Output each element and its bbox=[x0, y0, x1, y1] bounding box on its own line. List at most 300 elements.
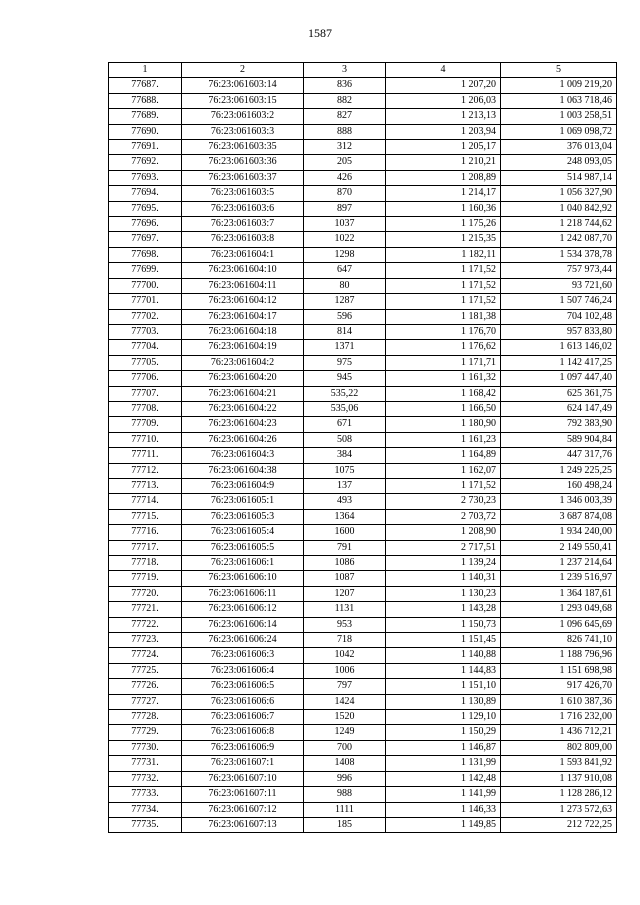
area-cell: 953 bbox=[304, 617, 386, 632]
specific-value-cell: 1 175,26 bbox=[386, 217, 501, 232]
specific-value-cell: 1 168,42 bbox=[386, 386, 501, 401]
table-row bbox=[109, 140, 617, 155]
row-number-cell: 77709. bbox=[109, 417, 182, 432]
cadastral-number-cell: 76:23:061605:1 bbox=[182, 494, 304, 509]
table-row bbox=[109, 617, 617, 632]
area-cell: 797 bbox=[304, 679, 386, 694]
cadastral-value-cell: 625 361,75 bbox=[501, 386, 617, 401]
row-number-cell: 77707. bbox=[109, 386, 182, 401]
row-number-cell: 77734. bbox=[109, 802, 182, 817]
cadastral-value-cell: 1 069 098,72 bbox=[501, 124, 617, 139]
table-row bbox=[109, 294, 617, 309]
row-number-cell: 77721. bbox=[109, 602, 182, 617]
area-cell: 897 bbox=[304, 201, 386, 216]
specific-value-cell: 1 213,13 bbox=[386, 109, 501, 124]
cadastral-value-cell: 917 426,70 bbox=[501, 679, 617, 694]
cadastral-number-cell: 76:23:061606:24 bbox=[182, 633, 304, 648]
area-cell: 535,06 bbox=[304, 401, 386, 416]
cadastral-value-cell: 1 716 232,00 bbox=[501, 710, 617, 725]
cadastral-number-cell: 76:23:061604:17 bbox=[182, 309, 304, 324]
area-cell: 1298 bbox=[304, 247, 386, 262]
cadastral-number-cell: 76:23:061603:36 bbox=[182, 155, 304, 170]
specific-value-cell: 1 141,99 bbox=[386, 787, 501, 802]
row-number-cell: 77714. bbox=[109, 494, 182, 509]
area-cell: 1207 bbox=[304, 586, 386, 601]
cadastral-number-cell: 76:23:061603:8 bbox=[182, 232, 304, 247]
specific-value-cell: 1 207,20 bbox=[386, 78, 501, 93]
cadastral-value-cell: 1 593 841,92 bbox=[501, 756, 617, 771]
cadastral-number-cell: 76:23:061603:3 bbox=[182, 124, 304, 139]
cadastral-number-cell: 76:23:061604:38 bbox=[182, 463, 304, 478]
column-header-2: 2 bbox=[182, 63, 304, 78]
cadastral-value-cell: 3 687 874,08 bbox=[501, 509, 617, 524]
area-cell: 996 bbox=[304, 771, 386, 786]
specific-value-cell: 1 180,90 bbox=[386, 417, 501, 432]
specific-value-cell: 1 162,07 bbox=[386, 463, 501, 478]
row-number-cell: 77724. bbox=[109, 648, 182, 663]
row-number-cell: 77705. bbox=[109, 355, 182, 370]
table-row bbox=[109, 802, 617, 817]
cadastral-number-cell: 76:23:061604:19 bbox=[182, 340, 304, 355]
row-number-cell: 77726. bbox=[109, 679, 182, 694]
cadastral-value-cell: 1 040 842,92 bbox=[501, 201, 617, 216]
specific-value-cell: 1 181,38 bbox=[386, 309, 501, 324]
row-number-cell: 77710. bbox=[109, 432, 182, 447]
cadastral-number-cell: 76:23:061604:10 bbox=[182, 263, 304, 278]
area-cell: 1087 bbox=[304, 571, 386, 586]
cadastral-value-cell: 704 102,48 bbox=[501, 309, 617, 324]
area-cell: 1371 bbox=[304, 340, 386, 355]
specific-value-cell: 1 146,87 bbox=[386, 740, 501, 755]
cadastral-number-cell: 76:23:061604:12 bbox=[182, 294, 304, 309]
cadastral-number-cell: 76:23:061607:10 bbox=[182, 771, 304, 786]
cadastral-number-cell: 76:23:061606:5 bbox=[182, 679, 304, 694]
cadastral-number-cell: 76:23:061604:9 bbox=[182, 478, 304, 493]
row-number-cell: 77704. bbox=[109, 340, 182, 355]
area-cell: 1131 bbox=[304, 602, 386, 617]
row-number-cell: 77695. bbox=[109, 201, 182, 216]
specific-value-cell: 1 208,89 bbox=[386, 170, 501, 185]
area-cell: 647 bbox=[304, 263, 386, 278]
table-row bbox=[109, 217, 617, 232]
specific-value-cell: 1 171,52 bbox=[386, 294, 501, 309]
area-cell: 945 bbox=[304, 371, 386, 386]
cadastral-value-cell: 1 097 447,40 bbox=[501, 371, 617, 386]
table-row bbox=[109, 232, 617, 247]
table-row bbox=[109, 756, 617, 771]
row-number-cell: 77703. bbox=[109, 324, 182, 339]
row-number-cell: 77735. bbox=[109, 817, 182, 832]
row-number-cell: 77720. bbox=[109, 586, 182, 601]
specific-value-cell: 1 210,21 bbox=[386, 155, 501, 170]
table-body bbox=[109, 78, 617, 833]
cadastral-number-cell: 76:23:061606:6 bbox=[182, 694, 304, 709]
specific-value-cell: 1 131,99 bbox=[386, 756, 501, 771]
cadastral-number-cell: 76:23:061603:14 bbox=[182, 78, 304, 93]
area-cell: 1600 bbox=[304, 525, 386, 540]
area-cell: 1037 bbox=[304, 217, 386, 232]
table-row bbox=[109, 817, 617, 832]
table-row bbox=[109, 78, 617, 93]
table-row bbox=[109, 371, 617, 386]
table-row bbox=[109, 725, 617, 740]
specific-value-cell: 1 171,52 bbox=[386, 278, 501, 293]
table-row bbox=[109, 710, 617, 725]
cadastral-number-cell: 76:23:061604:11 bbox=[182, 278, 304, 293]
cadastral-value-cell: 802 809,00 bbox=[501, 740, 617, 755]
cadastral-value-cell: 514 987,14 bbox=[501, 170, 617, 185]
cadastral-value-cell: 589 904,84 bbox=[501, 432, 617, 447]
area-cell: 671 bbox=[304, 417, 386, 432]
row-number-cell: 77725. bbox=[109, 663, 182, 678]
table-row bbox=[109, 740, 617, 755]
specific-value-cell: 1 176,62 bbox=[386, 340, 501, 355]
area-cell: 1287 bbox=[304, 294, 386, 309]
area-cell: 836 bbox=[304, 78, 386, 93]
cadastral-number-cell: 76:23:061603:5 bbox=[182, 186, 304, 201]
table-row bbox=[109, 417, 617, 432]
area-cell: 535,22 bbox=[304, 386, 386, 401]
cadastral-value-cell: 1 237 214,64 bbox=[501, 556, 617, 571]
cadastral-value-cell: 792 383,90 bbox=[501, 417, 617, 432]
area-cell: 508 bbox=[304, 432, 386, 447]
cadastral-value-cell: 376 013,04 bbox=[501, 140, 617, 155]
row-number-cell: 77702. bbox=[109, 309, 182, 324]
cadastral-number-cell: 76:23:061604:20 bbox=[182, 371, 304, 386]
cadastral-value-cell: 1 507 746,24 bbox=[501, 294, 617, 309]
table-row bbox=[109, 309, 617, 324]
table-row bbox=[109, 648, 617, 663]
column-header-3: 3 bbox=[304, 63, 386, 78]
row-number-cell: 77689. bbox=[109, 109, 182, 124]
area-cell: 1111 bbox=[304, 802, 386, 817]
row-number-cell: 77688. bbox=[109, 93, 182, 108]
cadastral-number-cell: 76:23:061606:9 bbox=[182, 740, 304, 755]
area-cell: 596 bbox=[304, 309, 386, 324]
table-row bbox=[109, 509, 617, 524]
specific-value-cell: 1 161,23 bbox=[386, 432, 501, 447]
cadastral-value-table bbox=[108, 62, 617, 833]
cadastral-value-cell: 1 273 572,63 bbox=[501, 802, 617, 817]
row-number-cell: 77713. bbox=[109, 478, 182, 493]
column-header-5: 5 bbox=[501, 63, 617, 78]
table-row bbox=[109, 771, 617, 786]
area-cell: 80 bbox=[304, 278, 386, 293]
row-number-cell: 77690. bbox=[109, 124, 182, 139]
row-number-cell: 77698. bbox=[109, 247, 182, 262]
cadastral-value-cell: 1 137 910,08 bbox=[501, 771, 617, 786]
cadastral-value-cell: 757 973,44 bbox=[501, 263, 617, 278]
table-row bbox=[109, 556, 617, 571]
table-row bbox=[109, 571, 617, 586]
specific-value-cell: 1 130,23 bbox=[386, 586, 501, 601]
table-row bbox=[109, 663, 617, 678]
cadastral-value-cell: 160 498,24 bbox=[501, 478, 617, 493]
cadastral-value-cell: 93 721,60 bbox=[501, 278, 617, 293]
area-cell: 384 bbox=[304, 448, 386, 463]
row-number-cell: 77694. bbox=[109, 186, 182, 201]
cadastral-value-cell: 1 249 225,25 bbox=[501, 463, 617, 478]
specific-value-cell: 1 176,70 bbox=[386, 324, 501, 339]
specific-value-cell: 1 205,17 bbox=[386, 140, 501, 155]
specific-value-cell: 1 182,11 bbox=[386, 247, 501, 262]
table-row bbox=[109, 124, 617, 139]
cadastral-number-cell: 76:23:061604:1 bbox=[182, 247, 304, 262]
area-cell: 493 bbox=[304, 494, 386, 509]
cadastral-number-cell: 76:23:061607:12 bbox=[182, 802, 304, 817]
specific-value-cell: 2 730,23 bbox=[386, 494, 501, 509]
row-number-cell: 77692. bbox=[109, 155, 182, 170]
row-number-cell: 77729. bbox=[109, 725, 182, 740]
table-row bbox=[109, 170, 617, 185]
column-header-4: 4 bbox=[386, 63, 501, 78]
table-row bbox=[109, 93, 617, 108]
row-number-cell: 77719. bbox=[109, 571, 182, 586]
table-row bbox=[109, 278, 617, 293]
table-row bbox=[109, 478, 617, 493]
area-cell: 1075 bbox=[304, 463, 386, 478]
area-cell: 975 bbox=[304, 355, 386, 370]
area-cell: 205 bbox=[304, 155, 386, 170]
row-number-cell: 77691. bbox=[109, 140, 182, 155]
row-number-cell: 77732. bbox=[109, 771, 182, 786]
table-row bbox=[109, 787, 617, 802]
table-row bbox=[109, 540, 617, 555]
specific-value-cell: 1 143,28 bbox=[386, 602, 501, 617]
table-row bbox=[109, 448, 617, 463]
cadastral-number-cell: 76:23:061603:15 bbox=[182, 93, 304, 108]
cadastral-number-cell: 76:23:061605:3 bbox=[182, 509, 304, 524]
table-row bbox=[109, 633, 617, 648]
row-number-cell: 77711. bbox=[109, 448, 182, 463]
cadastral-number-cell: 76:23:061607:11 bbox=[182, 787, 304, 802]
specific-value-cell: 1 151,45 bbox=[386, 633, 501, 648]
cadastral-value-cell: 624 147,49 bbox=[501, 401, 617, 416]
cadastral-value-cell: 1 610 387,36 bbox=[501, 694, 617, 709]
row-number-cell: 77731. bbox=[109, 756, 182, 771]
cadastral-number-cell: 76:23:061607:13 bbox=[182, 817, 304, 832]
area-cell: 312 bbox=[304, 140, 386, 155]
specific-value-cell: 1 150,29 bbox=[386, 725, 501, 740]
row-number-cell: 77723. bbox=[109, 633, 182, 648]
row-number-cell: 77708. bbox=[109, 401, 182, 416]
table-row bbox=[109, 525, 617, 540]
cadastral-value-cell: 1 346 003,39 bbox=[501, 494, 617, 509]
cadastral-number-cell: 76:23:061605:4 bbox=[182, 525, 304, 540]
row-number-cell: 77697. bbox=[109, 232, 182, 247]
area-cell: 882 bbox=[304, 93, 386, 108]
specific-value-cell: 1 160,36 bbox=[386, 201, 501, 216]
cadastral-number-cell: 76:23:061606:12 bbox=[182, 602, 304, 617]
specific-value-cell: 1 142,48 bbox=[386, 771, 501, 786]
cadastral-value-cell: 1 188 796,96 bbox=[501, 648, 617, 663]
specific-value-cell: 1 215,35 bbox=[386, 232, 501, 247]
row-number-cell: 77699. bbox=[109, 263, 182, 278]
area-cell: 1520 bbox=[304, 710, 386, 725]
table-row bbox=[109, 494, 617, 509]
specific-value-cell: 1 151,10 bbox=[386, 679, 501, 694]
table-row bbox=[109, 401, 617, 416]
cadastral-number-cell: 76:23:061606:8 bbox=[182, 725, 304, 740]
cadastral-number-cell: 76:23:061604:26 bbox=[182, 432, 304, 447]
specific-value-cell: 1 203,94 bbox=[386, 124, 501, 139]
area-cell: 1249 bbox=[304, 725, 386, 740]
cadastral-value-cell: 1 096 645,69 bbox=[501, 617, 617, 632]
row-number-cell: 77730. bbox=[109, 740, 182, 755]
specific-value-cell: 1 171,52 bbox=[386, 263, 501, 278]
specific-value-cell: 1 214,17 bbox=[386, 186, 501, 201]
area-cell: 137 bbox=[304, 478, 386, 493]
table-row bbox=[109, 263, 617, 278]
table-row bbox=[109, 109, 617, 124]
cadastral-value-cell: 248 093,05 bbox=[501, 155, 617, 170]
cadastral-value-cell: 1 293 049,68 bbox=[501, 602, 617, 617]
table-row bbox=[109, 586, 617, 601]
cadastral-number-cell: 76:23:061603:7 bbox=[182, 217, 304, 232]
cadastral-number-cell: 76:23:061603:35 bbox=[182, 140, 304, 155]
row-number-cell: 77716. bbox=[109, 525, 182, 540]
row-number-cell: 77722. bbox=[109, 617, 182, 632]
row-number-cell: 77733. bbox=[109, 787, 182, 802]
table-row bbox=[109, 386, 617, 401]
area-cell: 185 bbox=[304, 817, 386, 832]
cadastral-number-cell: 76:23:061606:14 bbox=[182, 617, 304, 632]
cadastral-number-cell: 76:23:061606:4 bbox=[182, 663, 304, 678]
specific-value-cell: 1 149,85 bbox=[386, 817, 501, 832]
area-cell: 1364 bbox=[304, 509, 386, 524]
specific-value-cell: 1 129,10 bbox=[386, 710, 501, 725]
cadastral-value-cell: 1 003 258,51 bbox=[501, 109, 617, 124]
specific-value-cell: 1 139,24 bbox=[386, 556, 501, 571]
cadastral-value-cell: 1 063 718,46 bbox=[501, 93, 617, 108]
area-cell: 988 bbox=[304, 787, 386, 802]
row-number-cell: 77687. bbox=[109, 78, 182, 93]
cadastral-value-cell: 1 142 417,25 bbox=[501, 355, 617, 370]
cadastral-value-cell: 1 934 240,00 bbox=[501, 525, 617, 540]
area-cell: 1022 bbox=[304, 232, 386, 247]
cadastral-number-cell: 76:23:061606:10 bbox=[182, 571, 304, 586]
cadastral-value-cell: 1 364 187,61 bbox=[501, 586, 617, 601]
cadastral-value-cell: 1 613 146,02 bbox=[501, 340, 617, 355]
cadastral-number-cell: 76:23:061604:23 bbox=[182, 417, 304, 432]
cadastral-value-cell: 1 218 744,62 bbox=[501, 217, 617, 232]
table-row bbox=[109, 355, 617, 370]
cadastral-number-cell: 76:23:061604:2 bbox=[182, 355, 304, 370]
row-number-cell: 77718. bbox=[109, 556, 182, 571]
specific-value-cell: 1 171,52 bbox=[386, 478, 501, 493]
cadastral-value-cell: 447 317,76 bbox=[501, 448, 617, 463]
cadastral-number-cell: 76:23:061604:18 bbox=[182, 324, 304, 339]
table-row bbox=[109, 324, 617, 339]
table-row bbox=[109, 186, 617, 201]
row-number-cell: 77728. bbox=[109, 710, 182, 725]
cadastral-value-cell: 2 149 550,41 bbox=[501, 540, 617, 555]
table-row bbox=[109, 340, 617, 355]
cadastral-number-cell: 76:23:061604:21 bbox=[182, 386, 304, 401]
table-row bbox=[109, 247, 617, 262]
specific-value-cell: 2 717,51 bbox=[386, 540, 501, 555]
specific-value-cell: 1 146,33 bbox=[386, 802, 501, 817]
cadastral-number-cell: 76:23:061604:22 bbox=[182, 401, 304, 416]
area-cell: 1086 bbox=[304, 556, 386, 571]
row-number-cell: 77696. bbox=[109, 217, 182, 232]
cadastral-number-cell: 76:23:061603:2 bbox=[182, 109, 304, 124]
specific-value-cell: 1 206,03 bbox=[386, 93, 501, 108]
area-cell: 827 bbox=[304, 109, 386, 124]
cadastral-value-cell: 1 009 219,20 bbox=[501, 78, 617, 93]
cadastral-number-cell: 76:23:061606:1 bbox=[182, 556, 304, 571]
specific-value-cell: 1 150,73 bbox=[386, 617, 501, 632]
table-row bbox=[109, 432, 617, 447]
area-cell: 888 bbox=[304, 124, 386, 139]
cadastral-number-cell: 76:23:061603:37 bbox=[182, 170, 304, 185]
specific-value-cell: 1 208,90 bbox=[386, 525, 501, 540]
cadastral-number-cell: 76:23:061607:1 bbox=[182, 756, 304, 771]
area-cell: 1006 bbox=[304, 663, 386, 678]
table-header bbox=[109, 63, 617, 78]
row-number-cell: 77706. bbox=[109, 371, 182, 386]
specific-value-cell: 1 144,83 bbox=[386, 663, 501, 678]
specific-value-cell: 1 140,88 bbox=[386, 648, 501, 663]
area-cell: 426 bbox=[304, 170, 386, 185]
row-number-cell: 77717. bbox=[109, 540, 182, 555]
cadastral-number-cell: 76:23:061605:5 bbox=[182, 540, 304, 555]
specific-value-cell: 1 130,89 bbox=[386, 694, 501, 709]
table-row bbox=[109, 679, 617, 694]
area-cell: 870 bbox=[304, 186, 386, 201]
row-number-cell: 77700. bbox=[109, 278, 182, 293]
cadastral-value-cell: 1 242 087,70 bbox=[501, 232, 617, 247]
page-number: 1587 bbox=[308, 26, 332, 40]
cadastral-value-cell: 1 436 712,21 bbox=[501, 725, 617, 740]
area-cell: 1042 bbox=[304, 648, 386, 663]
cadastral-number-cell: 76:23:061606:3 bbox=[182, 648, 304, 663]
cadastral-number-cell: 76:23:061603:6 bbox=[182, 201, 304, 216]
specific-value-cell: 1 140,31 bbox=[386, 571, 501, 586]
area-cell: 1408 bbox=[304, 756, 386, 771]
cadastral-number-cell: 76:23:061606:11 bbox=[182, 586, 304, 601]
row-number-cell: 77712. bbox=[109, 463, 182, 478]
specific-value-cell: 2 703,72 bbox=[386, 509, 501, 524]
cadastral-value-cell: 1 151 698,98 bbox=[501, 663, 617, 678]
specific-value-cell: 1 166,50 bbox=[386, 401, 501, 416]
table-row bbox=[109, 201, 617, 216]
row-number-cell: 77727. bbox=[109, 694, 182, 709]
cadastral-number-cell: 76:23:061606:7 bbox=[182, 710, 304, 725]
header-row bbox=[109, 63, 617, 78]
cadastral-value-cell: 957 833,80 bbox=[501, 324, 617, 339]
row-number-cell: 77701. bbox=[109, 294, 182, 309]
area-cell: 791 bbox=[304, 540, 386, 555]
row-number-cell: 77715. bbox=[109, 509, 182, 524]
table-row bbox=[109, 155, 617, 170]
cadastral-value-cell: 1 128 286,12 bbox=[501, 787, 617, 802]
cadastral-value-cell: 212 722,25 bbox=[501, 817, 617, 832]
specific-value-cell: 1 164,89 bbox=[386, 448, 501, 463]
table-row bbox=[109, 602, 617, 617]
column-header-1: 1 bbox=[109, 63, 182, 78]
area-cell: 814 bbox=[304, 324, 386, 339]
cadastral-number-cell: 76:23:061604:3 bbox=[182, 448, 304, 463]
area-cell: 1424 bbox=[304, 694, 386, 709]
area-cell: 700 bbox=[304, 740, 386, 755]
cadastral-value-cell: 1 056 327,90 bbox=[501, 186, 617, 201]
table-row bbox=[109, 694, 617, 709]
table-row bbox=[109, 463, 617, 478]
specific-value-cell: 1 161,32 bbox=[386, 371, 501, 386]
area-cell: 718 bbox=[304, 633, 386, 648]
cadastral-value-cell: 1 534 378,78 bbox=[501, 247, 617, 262]
